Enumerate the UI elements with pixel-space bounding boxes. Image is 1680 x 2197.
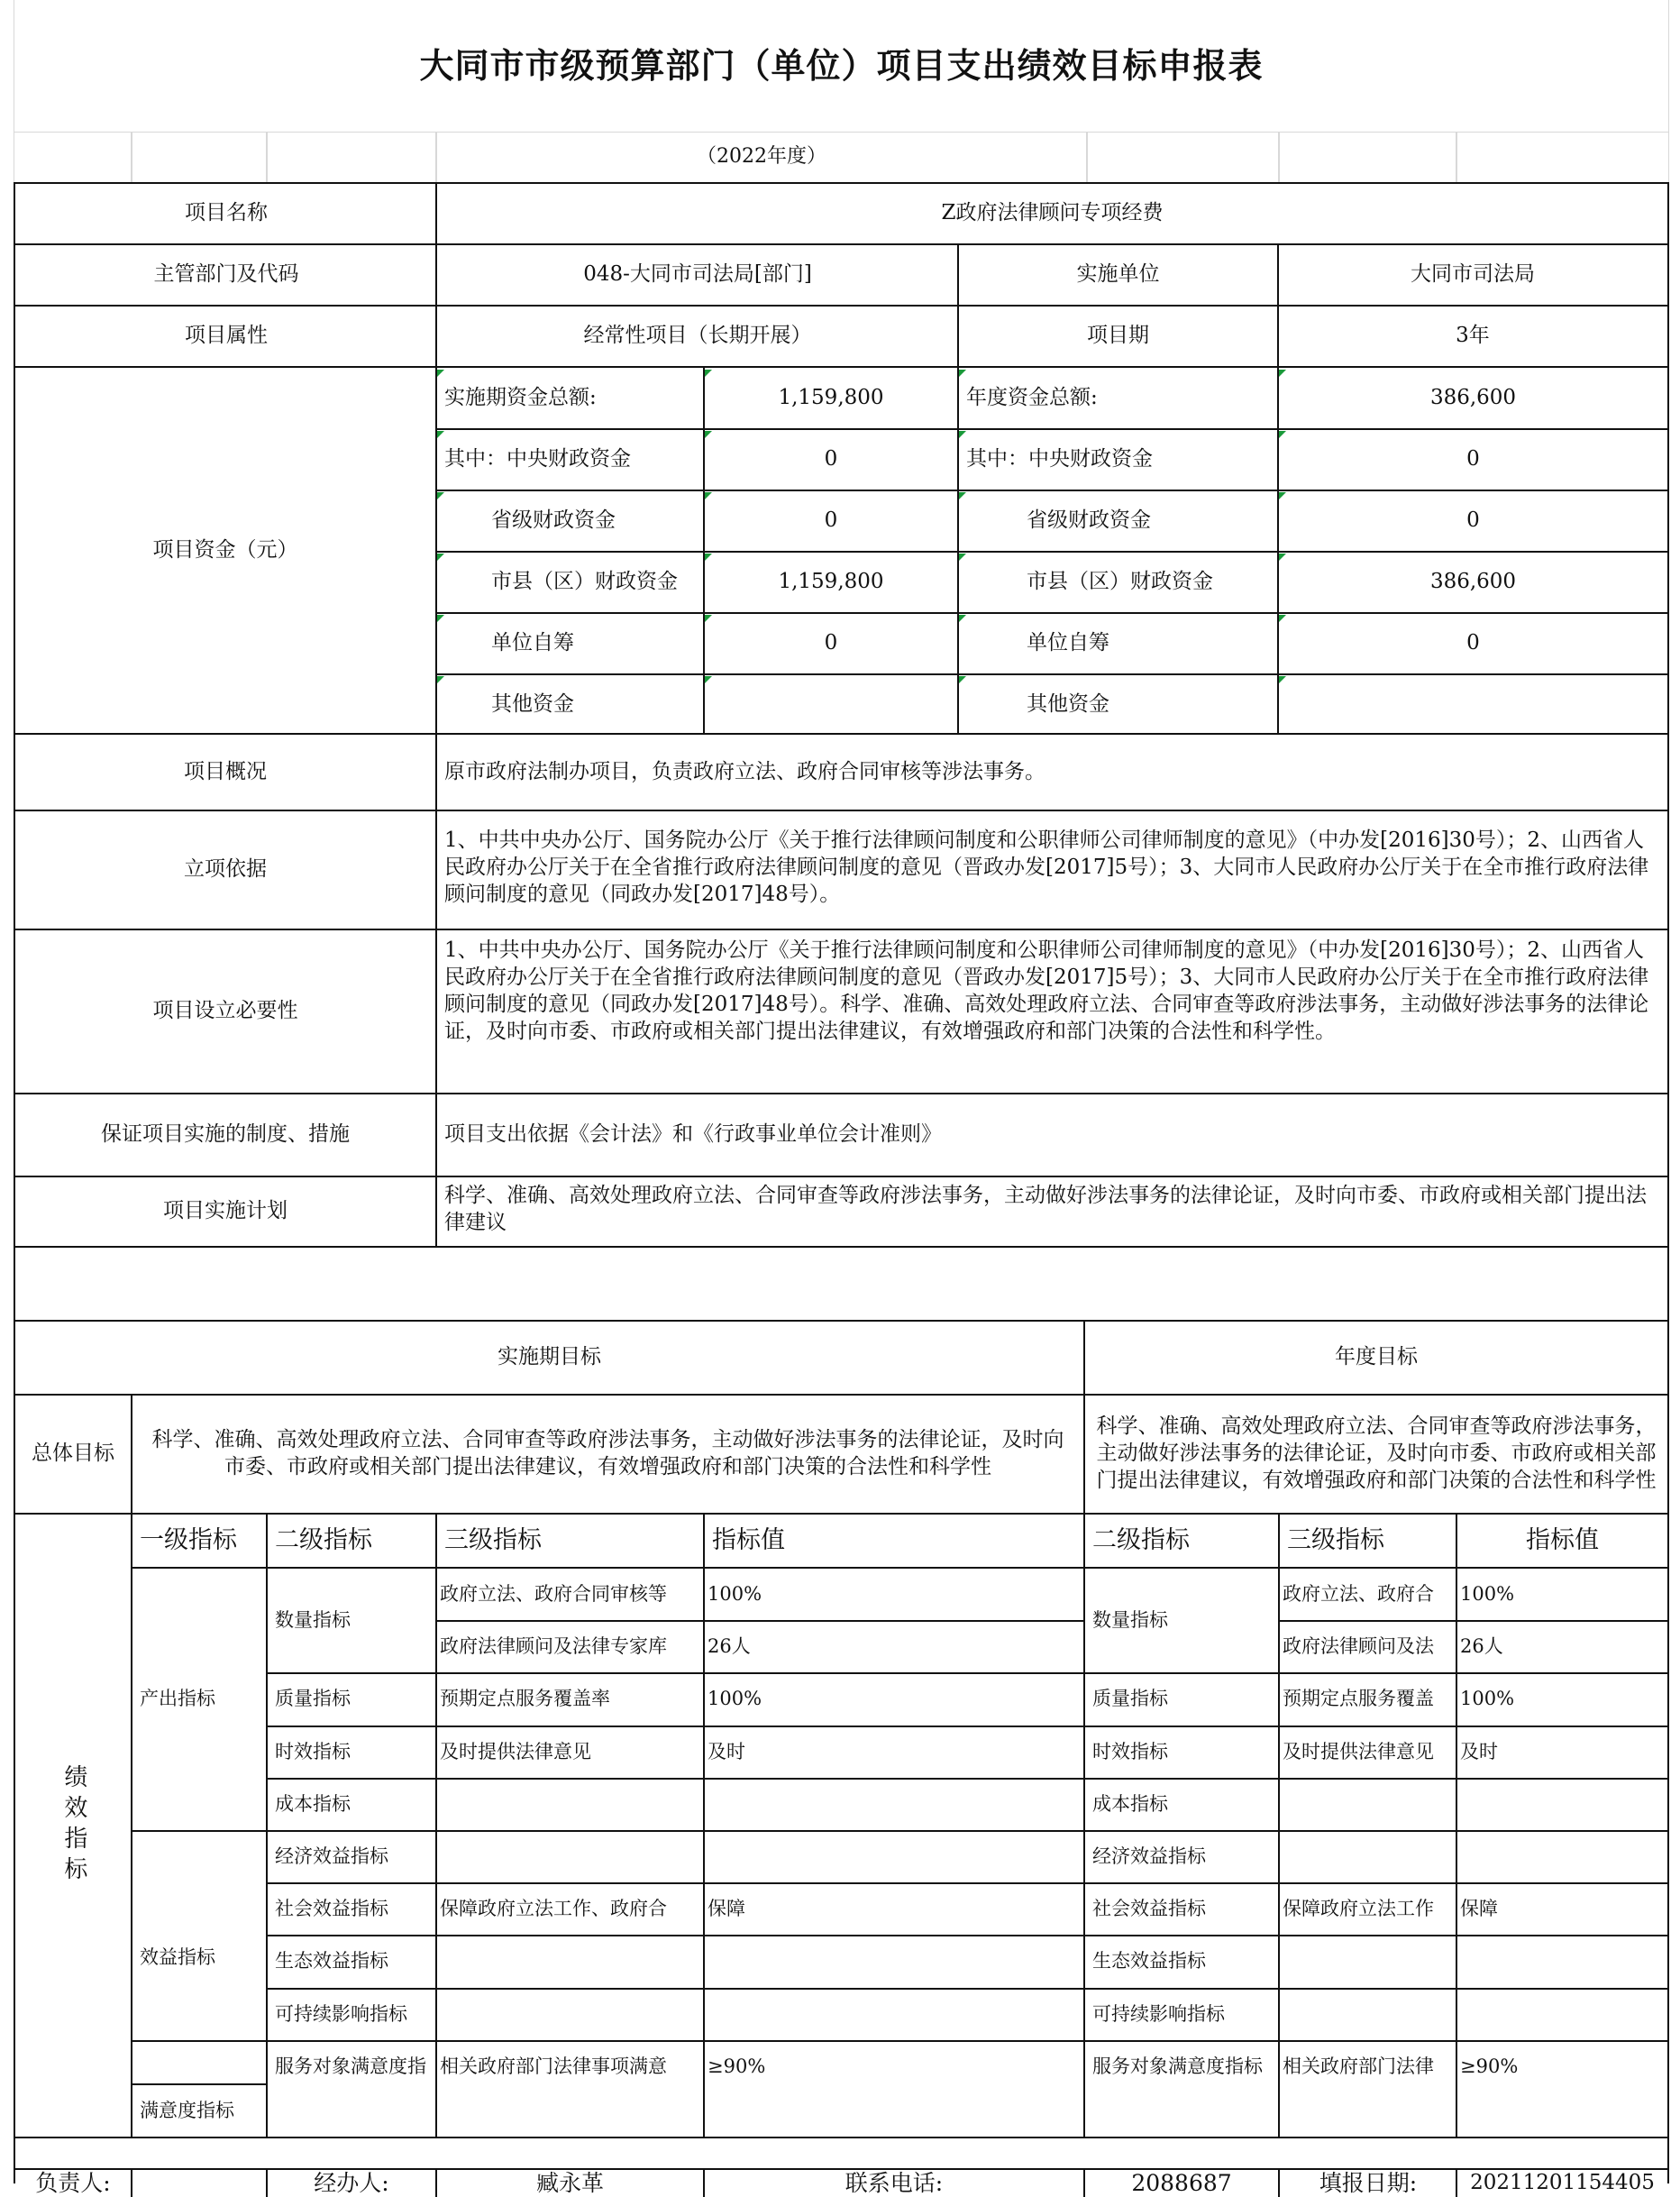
fiscal-year: （2022年度） bbox=[697, 144, 826, 168]
fund-annual-label: 省级财政资金 bbox=[1027, 508, 1151, 533]
annual-level2-indicator: 质量指标 bbox=[1092, 1688, 1168, 1710]
value-header: 指标值 bbox=[712, 1526, 785, 1555]
annual-level3-indicator: 保障政府立法工作 bbox=[1283, 1898, 1434, 1920]
annual-level2-indicator: 服务对象满意度指标 bbox=[1092, 2055, 1263, 2078]
fund-period-value: 0 bbox=[824, 508, 838, 533]
annual-quantity-indicator-label: 数量指标 bbox=[1092, 1608, 1168, 1631]
cell-flag-icon bbox=[1279, 492, 1286, 499]
level2-indicator: 社会效益指标 bbox=[275, 1898, 388, 1920]
fund-period-label: 实施期资金总额: bbox=[444, 386, 597, 410]
annual-level3-indicator bbox=[1280, 1936, 1456, 1988]
annual-level3-indicator bbox=[1280, 1779, 1456, 1831]
cell-flag-icon bbox=[705, 431, 712, 438]
phone-label: 联系电话: bbox=[845, 2170, 944, 2196]
indicator-value: 26人 bbox=[708, 1635, 751, 1658]
annual-indicator-value: 及时 bbox=[1460, 1741, 1498, 1763]
cell-flag-icon bbox=[705, 615, 712, 622]
level2-indicator: 经济效益指标 bbox=[275, 1845, 388, 1868]
plan-text: 科学、准确、高效处理政府立法、合同审查等政府涉法事务，主动做好涉法事务的法律论证，及时向市委、市政府或相关部门提出法律建议 bbox=[444, 1184, 1647, 1234]
annual-indicator-value bbox=[1457, 1779, 1667, 1831]
level3-indicator: 保障政府立法工作、政府合 bbox=[440, 1898, 667, 1920]
dept-label: 主管部门及代码 bbox=[153, 262, 299, 287]
cell-flag-icon bbox=[705, 554, 712, 561]
level3-indicator: 预期定点服务覆盖率 bbox=[440, 1688, 610, 1710]
fund-annual-label: 单位自筹 bbox=[1027, 631, 1109, 655]
level2-header: 二级指标 bbox=[275, 1526, 372, 1555]
fund-period-label: 单位自筹 bbox=[491, 631, 574, 655]
period-goal-header: 实施期目标 bbox=[498, 1345, 601, 1369]
project-name-label: 项目名称 bbox=[185, 201, 268, 225]
indicator-value: 100% bbox=[708, 1583, 762, 1606]
attr-value: 经常性项目（长期开展） bbox=[583, 324, 812, 348]
unit-label: 实施单位 bbox=[1076, 262, 1160, 287]
annual-indicator-value bbox=[1457, 1936, 1667, 1988]
cell-flag-icon bbox=[705, 676, 712, 683]
measures-text: 项目支出依据《会计法》和《行政事业单位会计准则》 bbox=[444, 1122, 942, 1147]
level3-indicator bbox=[437, 1936, 703, 1988]
overall-period-goal: 科学、准确、高效处理政府立法、合同审查等政府涉法事务，主动做好涉法事务的法律论证，及时向市委、市政府或相关部门提出法律建议，有效增强政府和部门决策的合法性和科学性 bbox=[151, 1428, 1064, 1478]
annual-level2-indicator: 可持续影响指标 bbox=[1092, 2003, 1225, 2026]
handler-label: 经办人: bbox=[314, 2170, 389, 2196]
fund-annual-value: 0 bbox=[1466, 447, 1480, 471]
annual-indicator-value: 保障 bbox=[1460, 1898, 1498, 1920]
cell-flag-icon bbox=[437, 615, 444, 622]
fund-period-label: 省级财政资金 bbox=[491, 508, 616, 533]
indicator-value bbox=[705, 1989, 1083, 2041]
cell-flag-icon bbox=[959, 370, 966, 377]
annual-indicator-value: 100% bbox=[1460, 1583, 1515, 1606]
indicator-value: 及时 bbox=[708, 1741, 745, 1763]
cell-flag-icon bbox=[705, 370, 712, 377]
level3-indicator: 政府法律顾问及法律专家库 bbox=[440, 1635, 667, 1658]
annual-level2-indicator: 社会效益指标 bbox=[1092, 1898, 1206, 1920]
cell-flag-icon bbox=[959, 676, 966, 683]
funds-label: 项目资金（元） bbox=[152, 538, 298, 563]
level1-header: 一级指标 bbox=[140, 1526, 237, 1555]
level3-header: 三级指标 bbox=[444, 1526, 542, 1555]
annual-goal-header: 年度目标 bbox=[1335, 1345, 1418, 1369]
overview-text: 原市政府法制办项目，负责政府立法、政府合同审核等涉法事务。 bbox=[444, 759, 1045, 783]
cell-flag-icon bbox=[437, 676, 444, 683]
annual-indicator-value bbox=[1457, 1989, 1667, 2041]
fund-annual-label: 其他资金 bbox=[1027, 692, 1109, 717]
cell-flag-icon bbox=[437, 370, 444, 377]
date-value: 20211201154405 bbox=[1470, 2171, 1655, 2195]
fund-annual-value bbox=[1279, 674, 1667, 736]
cell-flag-icon bbox=[1279, 615, 1286, 622]
fund-annual-value: 386,600 bbox=[1429, 386, 1517, 410]
lead-value bbox=[132, 2170, 266, 2197]
overall-goal-label: 总体目标 bbox=[32, 1442, 114, 1466]
fund-period-label: 市县（区）财政资金 bbox=[491, 570, 678, 594]
indicator-value bbox=[705, 1936, 1083, 1988]
indicator-value: 100% bbox=[708, 1688, 762, 1710]
annual-level2-indicator: 时效指标 bbox=[1092, 1741, 1168, 1763]
annual-level3-header: 三级指标 bbox=[1287, 1526, 1384, 1555]
cell-flag-icon bbox=[1279, 554, 1286, 561]
fund-period-label: 其中：中央财政资金 bbox=[444, 447, 631, 471]
cell-flag-icon bbox=[959, 492, 966, 499]
fund-period-value: 0 bbox=[824, 631, 838, 655]
fund-period-value: 0 bbox=[824, 447, 838, 471]
indicator-value: 保障 bbox=[708, 1898, 745, 1920]
necessity-text: 1、中共中央办公厅、国务院办公厅《关于推行法律顾问制度和公职律师公司律师制度的意见》（中办发[2016]30号）；2、山西省人民政府办公厅关于在全省推行政府法律顾问制度的意见（晋政办发[2017]5号）；3、大同市人民政府办公厅关于在全市推行政府法律顾问制度的意见（同政办发[2017]48号）。科学、准确、高效处理政府立法、合同审查等政府涉法事务，主动做好涉法事务的法律论证，及时向市委、市政府或相关部门提出法律建议，有效增强政府和部门决策的合法性和科学性。 bbox=[444, 938, 1649, 1043]
indicator-value: ≥90% bbox=[708, 2055, 766, 2078]
cell-flag-icon bbox=[437, 431, 444, 438]
fund-period-value: 1,159,800 bbox=[778, 570, 884, 594]
fund-period-label: 其他资金 bbox=[491, 692, 574, 717]
cell-flag-icon bbox=[1279, 676, 1286, 683]
fund-annual-label: 其中：中央财政资金 bbox=[966, 447, 1153, 471]
dept-value: 048-大同市司法局[部门] bbox=[583, 262, 812, 287]
annual-indicator-value: ≥90% bbox=[1460, 2055, 1519, 2078]
measures-label: 保证项目实施的制度、措施 bbox=[101, 1122, 350, 1147]
cell-flag-icon bbox=[959, 431, 966, 438]
fund-annual-value: 386,600 bbox=[1429, 570, 1517, 594]
level2-indicator: 时效指标 bbox=[275, 1741, 351, 1763]
phone-value: 2088687 bbox=[1131, 2170, 1232, 2196]
handler-value: 臧永革 bbox=[535, 2170, 604, 2196]
level2-indicator: 生态效益指标 bbox=[275, 1950, 388, 1973]
cell-flag-icon bbox=[959, 554, 966, 561]
unit-value: 大同市司法局 bbox=[1411, 262, 1535, 287]
annual-indicator-value: 26人 bbox=[1460, 1635, 1503, 1658]
fund-annual-value: 0 bbox=[1466, 508, 1480, 533]
satisfaction-indicator-group: 满意度指标 bbox=[140, 2099, 234, 2121]
cell-flag-icon bbox=[959, 615, 966, 622]
fund-period-value: 1,159,800 bbox=[778, 386, 884, 410]
annual-level2-indicator: 成本指标 bbox=[1092, 1793, 1168, 1816]
annual-level3-indicator: 及时提供法律意见 bbox=[1283, 1741, 1434, 1763]
annual-level2-header: 二级指标 bbox=[1092, 1526, 1190, 1555]
annual-level3-indicator: 政府立法、政府合 bbox=[1283, 1583, 1434, 1606]
annual-level3-indicator: 预期定点服务覆盖 bbox=[1283, 1688, 1434, 1710]
level3-indicator: 政府立法、政府合同审核等 bbox=[440, 1583, 667, 1606]
indicator-value bbox=[705, 1779, 1083, 1831]
annual-level3-indicator: 政府法律顾问及法 bbox=[1283, 1635, 1434, 1658]
fund-annual-label: 市县（区）财政资金 bbox=[1027, 570, 1213, 594]
level3-indicator: 相关政府部门法律事项满意 bbox=[440, 2055, 667, 2078]
annual-level3-indicator bbox=[1280, 1831, 1456, 1883]
level2-indicator: 服务对象满意度指 bbox=[275, 2055, 426, 2078]
cell-flag-icon bbox=[1279, 370, 1286, 377]
attr-label: 项目属性 bbox=[185, 324, 268, 348]
plan-label: 项目实施计划 bbox=[163, 1199, 288, 1223]
level2-indicator: 可持续影响指标 bbox=[275, 2003, 407, 2026]
cell-flag-icon bbox=[437, 554, 444, 561]
lead-label: 负责人: bbox=[35, 2170, 111, 2196]
level3-indicator: 及时提供法律意见 bbox=[440, 1741, 591, 1763]
annual-value-header: 指标值 bbox=[1526, 1526, 1599, 1555]
annual-level2-indicator: 生态效益指标 bbox=[1092, 1950, 1206, 1973]
basis-label: 立项依据 bbox=[184, 857, 267, 882]
page-title: 大同市市级预算部门（单位）项目支出绩效目标申报表 bbox=[419, 45, 1264, 87]
level2-indicator: 质量指标 bbox=[275, 1688, 351, 1710]
overview-label: 项目概况 bbox=[184, 759, 267, 783]
fund-period-value bbox=[705, 674, 957, 736]
date-label: 填报日期: bbox=[1319, 2170, 1418, 2196]
annual-indicator-value: 100% bbox=[1460, 1688, 1515, 1710]
output-indicator-group: 产出指标 bbox=[140, 1688, 215, 1710]
cell-flag-icon bbox=[437, 492, 444, 499]
level3-indicator bbox=[437, 1779, 703, 1831]
benefit-indicator-group: 效益指标 bbox=[140, 1946, 215, 1969]
annual-level3-indicator: 相关政府部门法律 bbox=[1283, 2055, 1434, 2078]
indicator-value bbox=[705, 1831, 1083, 1883]
annual-level3-indicator bbox=[1280, 1989, 1456, 2041]
necessity-label: 项目设立必要性 bbox=[152, 999, 298, 1023]
quantity-indicator-label: 数量指标 bbox=[275, 1608, 351, 1631]
level3-indicator bbox=[437, 1831, 703, 1883]
project-name-value: Z政府法律顾问专项经费 bbox=[941, 201, 1164, 225]
period-label: 项目期 bbox=[1087, 324, 1149, 348]
annual-level2-indicator: 经济效益指标 bbox=[1092, 1845, 1206, 1868]
overall-annual-goal: 科学、准确、高效处理政府立法、合同审查等政府涉法事务，主动做好涉法事务的法律论证，及时向市委、市政府或相关部门提出法律建议，有效增强政府和部门决策的合法性和科学性 bbox=[1096, 1414, 1657, 1492]
annual-indicator-value bbox=[1457, 1831, 1667, 1883]
indicators-label: 绩效指标 bbox=[59, 1764, 87, 1887]
cell-flag-icon bbox=[1279, 431, 1286, 438]
cell-flag-icon bbox=[705, 492, 712, 499]
period-value: 3年 bbox=[1456, 324, 1490, 348]
fund-annual-value: 0 bbox=[1466, 631, 1480, 655]
level3-indicator bbox=[437, 1989, 703, 2041]
fund-annual-label: 年度资金总额: bbox=[966, 386, 1098, 410]
basis-text: 1、中共中央办公厅、国务院办公厅《关于推行法律顾问制度和公职律师公司律师制度的意见》（中办发[2016]30号）；2、山西省人民政府办公厅关于在全省推行政府法律顾问制度的意见（晋政办发[2017]5号）；3、大同市人民政府办公厅关于在全市推行政府法律顾问制度的意见（同政办发[2017]48号）。 bbox=[444, 828, 1649, 906]
level2-indicator: 成本指标 bbox=[275, 1793, 351, 1816]
